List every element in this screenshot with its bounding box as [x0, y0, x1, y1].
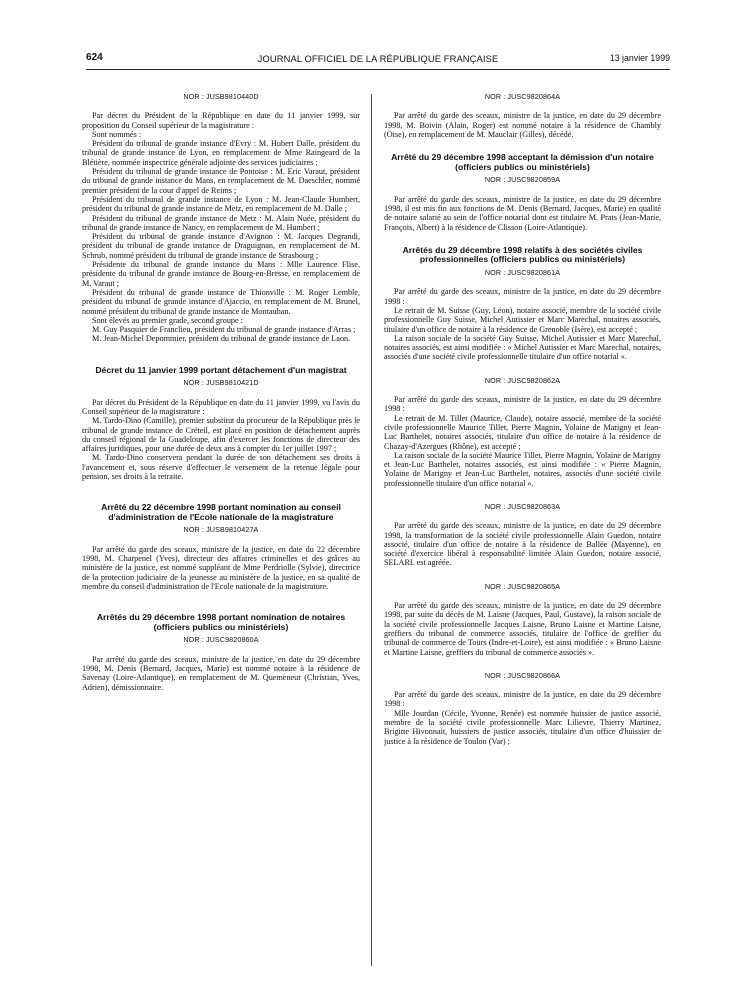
paragraph: Par arrêté du garde des sceaux, ministre de la justice, en date du 29 décembre 1998, M. Denis (Bernard, Jacques, Marie) est nommé notaire à la résidence de Savenay (Loire-Atlantique), en remplacement de M. Quemeneur (Christian, Yves, Adrien), démissionnaire. [82, 654, 360, 692]
section-title: Arrêtés du 29 décembre 1998 relatifs à des sociétés civiles professionnelles (officiers publics ou ministériels) [402, 244, 643, 265]
nor-reference: NOR : JUSC9820864A [484, 92, 561, 101]
paragraph: Par arrêté du garde des sceaux, ministre de la justice, en date du 29 décembre 1998, la transformation de la société civile professionnelle Alain Guedon, notaire associé, titulaire d'un office de notaire à la résidence de Ballée (Mayenne), en société d'exercice libéral à responsabilité limitée Alain Guedon, notaire associé, SELARL est agréée. [384, 521, 661, 568]
paragraph: Par arrêté du garde des sceaux, ministre de la justice, en date du 29 décembre 1998 : [384, 395, 661, 414]
paragraph: M. Tardo-Dino (Camille), premier substitut du procureur de la République près le tribunal de grande instance de Créteil, est placé en position de détachement auprès du conseil régional de la Guadeloupe, afin d'exercer les fonctions de directeur des affaires juridiques, pour une durée de deux ans à compter du 1er juillet 1997 ; [82, 416, 360, 454]
section-title: Décret du 11 janvier 1999 portant détachement d'un magistrat [95, 364, 347, 375]
paragraph: La raison sociale de la société Maurice Tillet, Pierre Magnin, Yolaine de Marigny et Jean-Luc Barthelet, notaires associés, est ainsi modifiée : « Pierre Magnin, Yolaine de Marigny et Jean-Luc Barthelet, notaires, associés d'une société civile professionnelle titulaire d'un office notarial ». [384, 450, 661, 488]
section-arrete-conseil-enm [82, 503, 360, 591]
paragraph: Par arrêté du garde des sceaux, ministre de la justice, en date du 29 décembre 1998, M. Boivin (Alain, Roger) est nommé notaire à la résidence de Chambly (Oise), en remplacement de M. Mauclair (Gilles), décédé. [384, 111, 661, 139]
nor-reference: NOR : JUSB9810427A [183, 525, 259, 535]
paragraph: M. Tardo-Dino conservera pendant la durée de son détachement ses droits à l'avancement et, sous réserve d'effectuer le versement de la retenue légale pour pension, ses droits à la retraite. [82, 453, 360, 481]
section-title: Arrêté du 22 décembre 1998 portant nomination au conseil d'administration de l'Ecole nationale de la magistrature [101, 502, 341, 522]
paragraph: Mlle Jourdan (Cécile, Yvonne, Renée) est nommée huissier de justice associé, membre de la société civile professionnelle Marc Lilievre, Thierry Martinez, Brigitte Hivonnait, huissiers de justice associés, titulaire d'un office d'huissier de justice à la résidence de Toulon (Var) ; [384, 708, 661, 746]
section-arrete-tillet [384, 376, 661, 488]
paragraph: Par arrêté du garde des sceaux, ministre de la justice, en date du 29 décembre 1998 : [384, 690, 661, 709]
section-arrete-laisne [384, 582, 661, 657]
page-number: 624 [86, 52, 103, 63]
nor-reference: NOR : JUSC9820865A [484, 581, 561, 591]
paragraph: Président du tribunal de grande instance d'Avignon : M. Jacques Degrandi, président du tribunal de grande instance de Draguignan, en remplacement de M. Schrub, nommé président du tribunal de grande instance de Strasbourg ; [82, 232, 360, 260]
paragraph: Par décret du Président de la République en date du 11 janvier 1999, sur proposition du Conseil supérieur de la magistrature : [82, 111, 360, 130]
paragraph: Le retrait de M. Suisse (Guy, Léon), notaire associé, membre de la société civile professionnelle Guy Suisse, Michel Autissier et Marc Marechal, notaires associés, titulaire d'un office de notaire à la résidence de Grenoble (Isère), est accepté ; [384, 305, 661, 334]
section-arrete-guedon [384, 502, 661, 568]
section-decret-nominations [82, 92, 360, 344]
section-arrete-jourdan [384, 671, 661, 746]
paragraph: Président du tribunal de grande instance de Metz : M. Alain Nuée, président du tribunal de grande instance de Nancy, en remplacement de M. Humbert ; [82, 213, 360, 232]
paragraph: M. Jean-Michel Depommier, président du tribunal de grande instance de Laon. [92, 334, 351, 344]
section-arretes-scp [384, 246, 661, 362]
paragraph: Sont élevés au premier grade, second groupe : [92, 315, 243, 325]
paragraph: Par arrêté du garde des sceaux, ministre de la justice, en date du 29 décembre 1998 : [384, 287, 661, 306]
paragraph: Le retrait de M. Tillet (Maurice, Claude), notaire associé, membre de la société civile professionnelle Maurice Tillet, Pierre Magnin, Yolaine de Marigny et Jean-Luc Barthelet, notaires associés, titulaire d'un office de notaire à la résidence de Chazay-d'Azergues (Rhône), est accepté ; [384, 413, 661, 451]
column-divider [371, 94, 372, 966]
journal-title: JOURNAL OFFICIEL DE LA RÉPUBLIQUE FRANÇAISE [257, 53, 499, 64]
section-arretes-notaires [82, 613, 360, 692]
paragraph: Président du tribunal de grande instance de Thionville : M. Roger Lemble, président du tribunal de grande instance d'Ajaccio, en remplacement de M. Brunel, nommé président du tribunal de grande instance de Montauban. [82, 287, 360, 316]
header-rule [86, 69, 670, 70]
right-column [384, 92, 661, 972]
nor-reference: NOR : JUSC9820859A [484, 175, 561, 185]
paragraph: Président du tribunal de grande instance de Pontoise : M. Eric Varaut, président du tribunal de grande instance du Mans, en remplacement de M. Daeschler, nommé premier président de la cour d'appel de Reims ; [82, 167, 360, 195]
paragraph: Par arrêté du garde des sceaux, ministre de la justice, en date du 29 décembre 1998, il est mis fin aux fonctions de M. Denis (Bernard, Jacques, Marie) en qualité de notaire salarié au sein de l'office notarial dont est titulaire M. Prats (Jean-Marie, François, Albert) à la résidence de Clisson (Loire-Atlantique). [384, 194, 661, 232]
paragraph: Président du tribunal de grande instance d'Evry : M. Hubert Dalle, président du tribunal de grande instance de Lyon, en remplacement de Mme Raingeard de la Blétière, nommée inspectrice générale adjointe des services judiciaires ; [82, 139, 360, 167]
section-arrete-demission [384, 153, 661, 232]
paragraph: M. Guy Pasquier de Franclieu, président du tribunal de grande instance d'Arras ; [92, 325, 356, 335]
page-header [86, 52, 670, 72]
paragraph: Par arrêté du garde des sceaux, ministre de la justice, en date du 29 décembre 1998, par suite du décès de M. Laisne (Jacques, Paul, Gustave), la raison sociale de la société civile professionnelle Jacques Laisne, Bruno Laisne et Martine Laisne, greffiers du tribunal de commerce associés, titulaire de l'office de greffier du tribunal de commerce de Tours (Indre-et-Loire), est ainsi modifiée : « Bruno Laisne et Martine Laisne, greffiers du tribunal de commerce associés ». [384, 601, 661, 657]
nor-reference: NOR : JUSC9820860A [183, 635, 259, 645]
nor-reference: NOR : JUSC9820862A [484, 375, 561, 385]
nor-reference: NOR : JUSC9820866A [484, 670, 561, 680]
section-arrete-boivin [384, 92, 661, 139]
paragraph: Par décret du Président de la République en date du 11 janvier 1999, vu l'avis du Conseil supérieur de la magistrature : [82, 397, 360, 416]
paragraph: La raison sociale de la société Guy Suisse, Michel Autissier et Marc Marechal, notaires associés, est ainsi modifiée : « Michel Autissier et Marc Marechal, notaires, associés d'une société civile professionnelle titulaire d'un office notarial ». [384, 333, 661, 362]
issue-date: 13 janvier 1999 [609, 53, 670, 63]
nor-reference: NOR : JUSC9820863A [484, 501, 561, 511]
paragraph: Sont nommés : [92, 129, 142, 139]
nor-reference: NOR : JUSB9810421D [183, 378, 259, 388]
nor-reference: NOR : JUSC9820861A [484, 268, 561, 278]
left-column [82, 92, 360, 972]
paragraph: Présidente du tribunal de grande instance du Mans : Mlle Laurence Flise, présidente du tribunal de grande instance de Bourg-en-Bresse, en remplacement de M. Varaut ; [82, 260, 360, 288]
section-decret-detachement [82, 366, 360, 482]
section-title: Arrêté du 29 décembre 1998 acceptant la démission d'un notaire (officiers publics ou ministériels) [391, 152, 654, 172]
nor-reference: NOR : JUSB9810440D [183, 92, 259, 101]
paragraph: Président du tribunal de grande instance de Lyon : M. Jean-Claude Humbert, président du tribunal de grande instance de Metz, en remplacement de M. Dalle ; [82, 194, 360, 214]
section-title: Arrêtés du 29 décembre 1998 portant nomination de notaires (officiers publics ou ministériels) [96, 612, 346, 632]
paragraph: Par arrêté du garde des sceaux, ministre de la justice, en date du 22 décembre 1998, M. Charpenel (Yves), directeur des affaires criminelles et des grâces au ministère de la justice, est nommé suppléant de Mme Perdriolle (Sylvie), directrice de la protection judiciaire de la jeunesse au ministère de la justice, en sa qualité de membre du conseil d'administration de l'Ecole nationale de la magistrature. [82, 544, 360, 591]
